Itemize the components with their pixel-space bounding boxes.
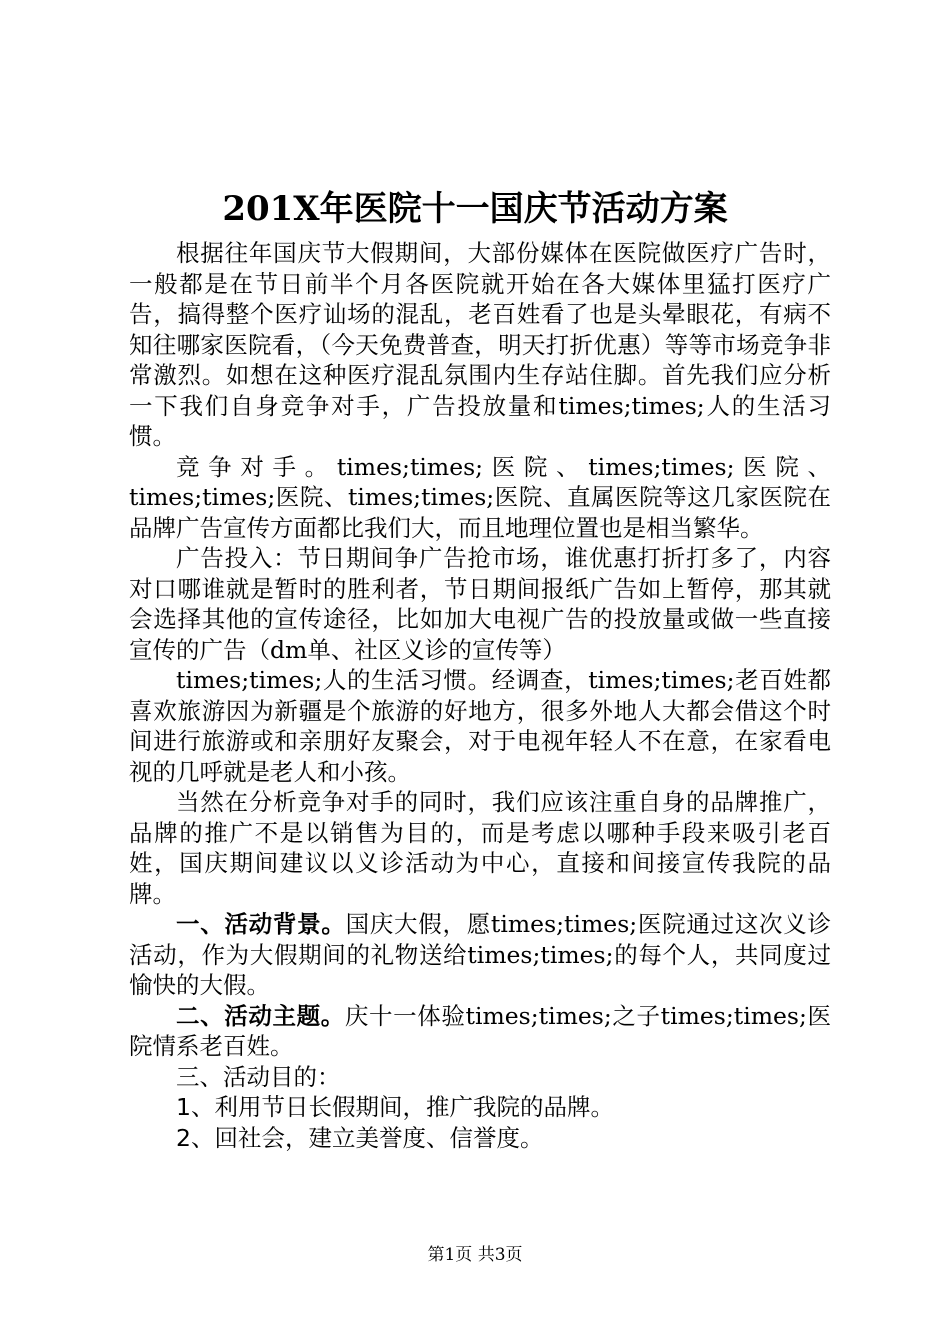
- section-theme-heading: 二、活动主题。: [176, 1001, 345, 1030]
- paragraph-brand: 当然在分析竞争对手的同时，我们应该注重自身的品牌推广，品牌的推广不是以销售为目的，而是考虑以哪种手段来吸引老百姓，国庆期间建议以义诊活动为中心，直接和间接宣传我院的品牌。: [129, 788, 831, 908]
- purpose-item: 1、利用节日长假期间，推广我院的品牌。: [176, 1093, 614, 1121]
- paragraph-habits: times;times;人的生活习惯。经调查，times;times;老百姓都喜欢旅游因为新疆是个旅游的好地方，很多外地人大都会借这个时间进行旅游或和亲朋好友聚会，对于电视年轻人不在意，在家看电视的几呼就是老人和小孩。: [129, 666, 831, 786]
- section-background-heading: 一、活动背景。: [176, 910, 346, 938]
- document-body: [129, 238, 831, 1153]
- purpose-item: 2、回社会，建立美誉度、信誉度。: [176, 1123, 544, 1152]
- section-purpose: [129, 1062, 831, 1093]
- section-purpose-heading: 三、活动目的：: [176, 1062, 341, 1091]
- section-background: [129, 909, 831, 1001]
- section-theme: [129, 1001, 831, 1062]
- document-title: 201X年医院十一国庆节活动方案: [222, 189, 728, 229]
- paragraph-competitors: 竞争对手。times;times;医院、times;times;医院、times;times;医院、times;times;医院、直属医院等这几家医院在品牌广告宣传方面都比我们大，而且地理位置也是相当繁华。: [129, 452, 831, 542]
- paragraph-ad-investment: 广告投入：节日期间争广告抢市场，谁优惠打折打多了，内容对口哪谁就是暂时的胜利者，节日期间报纸广告如上暂停，那其就会选择其他的宣传途径，比如加大电视广告的投放量或做一些直接宣传的广告（dm单、社区义诊的宣传等）: [129, 544, 831, 664]
- paragraph-intro: 根据往年国庆节大假期间，大部份媒体在医院做医疗广告时，一般都是在节日前半个月各医院就开始在各大媒体里猛打医疗广告，搞得整个医疗讪场的混乱，老百姓看了也是头晕眼花，有病不知往哪家医院看，（今天免费普查，明天打折优惠）等等市场竞争非常激烈。如想在这种医疗混乱氛围内生存站住脚。首先我们应分析一下我们自身竞争对手，广告投放量和times;times;人的生活习惯。: [129, 239, 831, 450]
- section-theme-text: 庆十一体验times;times;之子times;times;医院情系老百姓。: [129, 1001, 832, 1060]
- section-background-text: 国庆大假，愿times;times;医院通过这次义诊活动，作为大假期间的礼物送给times;times;的每个人，共同度过愉快的大假。: [129, 910, 831, 999]
- page-number-footer: 第1页 共3页: [427, 1245, 523, 1265]
